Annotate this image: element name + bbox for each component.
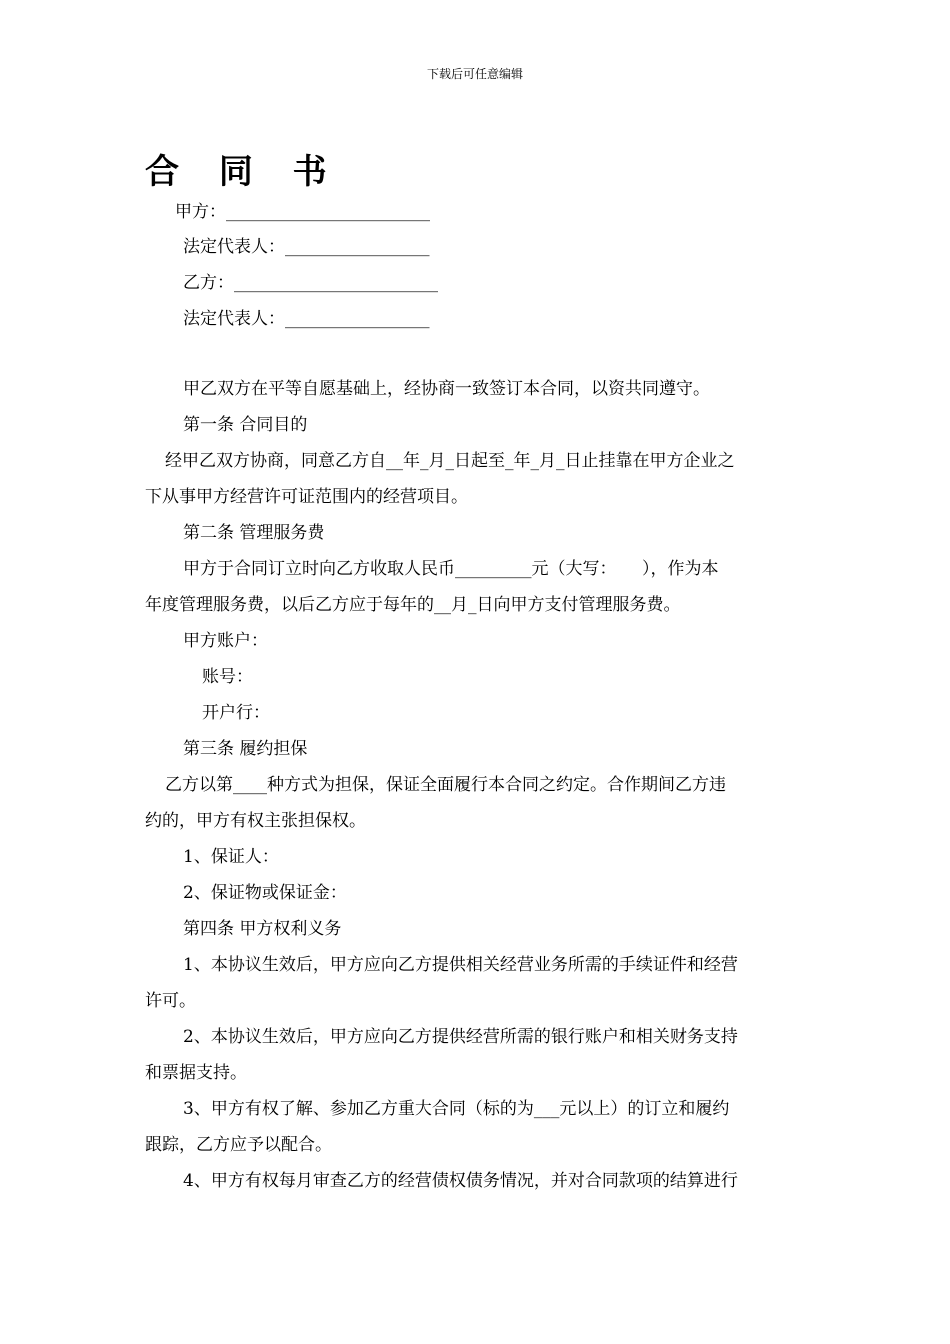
article4-p1-line2: 许可。 xyxy=(145,991,196,1011)
party-b-line xyxy=(183,271,438,295)
party-b-label: 乙方： xyxy=(183,273,234,293)
party-a-line xyxy=(175,200,430,224)
article4-p1-line1: 1、本协议生效后，甲方应向乙方提供相关经营业务所需的手续证件和经营 xyxy=(183,955,738,975)
article4-heading: 第四条 甲方权利义务 xyxy=(183,919,342,939)
article2-heading: 第二条 管理服务费 xyxy=(183,523,325,543)
rep-b-label: 法定代表人： xyxy=(183,309,285,329)
article4-p3-line1: 3、甲方有权了解、参加乙方重大合同（标的为___元以上）的订立和履约 xyxy=(183,1099,730,1119)
rep-b-line xyxy=(183,307,430,331)
account-number: 账号： xyxy=(202,667,253,687)
article2-line1: 甲方于合同订立时向乙方收取人民币_________元（大写： ），作为本 xyxy=(183,559,719,579)
article3-item2: 2、保证物或保证金： xyxy=(183,883,347,903)
article3-heading: 第三条 履约担保 xyxy=(183,739,308,759)
party-a-blank: ________________________ xyxy=(226,202,430,222)
article3-item1: 1、保证人： xyxy=(183,847,279,867)
article1-line2: 下从事甲方经营许可证范围内的经营项目。 xyxy=(145,487,468,507)
party-b-blank: ________________________ xyxy=(234,273,438,293)
header-note: 下载后可任意编辑 xyxy=(426,67,523,81)
article4-p2-line1: 2、本协议生效后，甲方应向乙方提供经营所需的银行账户和相关财务支持 xyxy=(183,1027,738,1047)
article4-p3-line2: 跟踪，乙方应予以配合。 xyxy=(145,1135,332,1155)
article2-line2: 年度管理服务费，以后乙方应于每年的__月_日向甲方支付管理服务费。 xyxy=(145,595,681,615)
rep-a-label: 法定代表人： xyxy=(183,237,285,257)
party-a-label: 甲方： xyxy=(175,202,226,222)
account-bank: 开户行： xyxy=(202,703,270,723)
document-title: 合 同 书 xyxy=(145,152,341,192)
intro-paragraph: 甲乙双方在平等自愿基础上，经协商一致签订本合同，以资共同遵守。 xyxy=(183,379,710,399)
account-label: 甲方账户： xyxy=(183,631,268,651)
rep-b-blank: _________________ xyxy=(285,309,430,329)
rep-a-line xyxy=(183,235,430,259)
article3-line1: 乙方以第____种方式为担保，保证全面履行本合同之约定。合作期间乙方违 xyxy=(165,775,726,795)
article1-line1: 经甲乙双方协商，同意乙方自__年_月_日起至_年_月_日止挂靠在甲方企业之 xyxy=(165,451,735,471)
article4-p4-line1: 4、甲方有权每月审查乙方的经营债权债务情况，并对合同款项的结算进行 xyxy=(183,1171,738,1191)
article1-heading: 第一条 合同目的 xyxy=(183,415,308,435)
rep-a-blank: _________________ xyxy=(285,237,430,257)
article3-line2: 约的，甲方有权主张担保权。 xyxy=(145,811,366,831)
article4-p2-line2: 和票据支持。 xyxy=(145,1063,247,1083)
